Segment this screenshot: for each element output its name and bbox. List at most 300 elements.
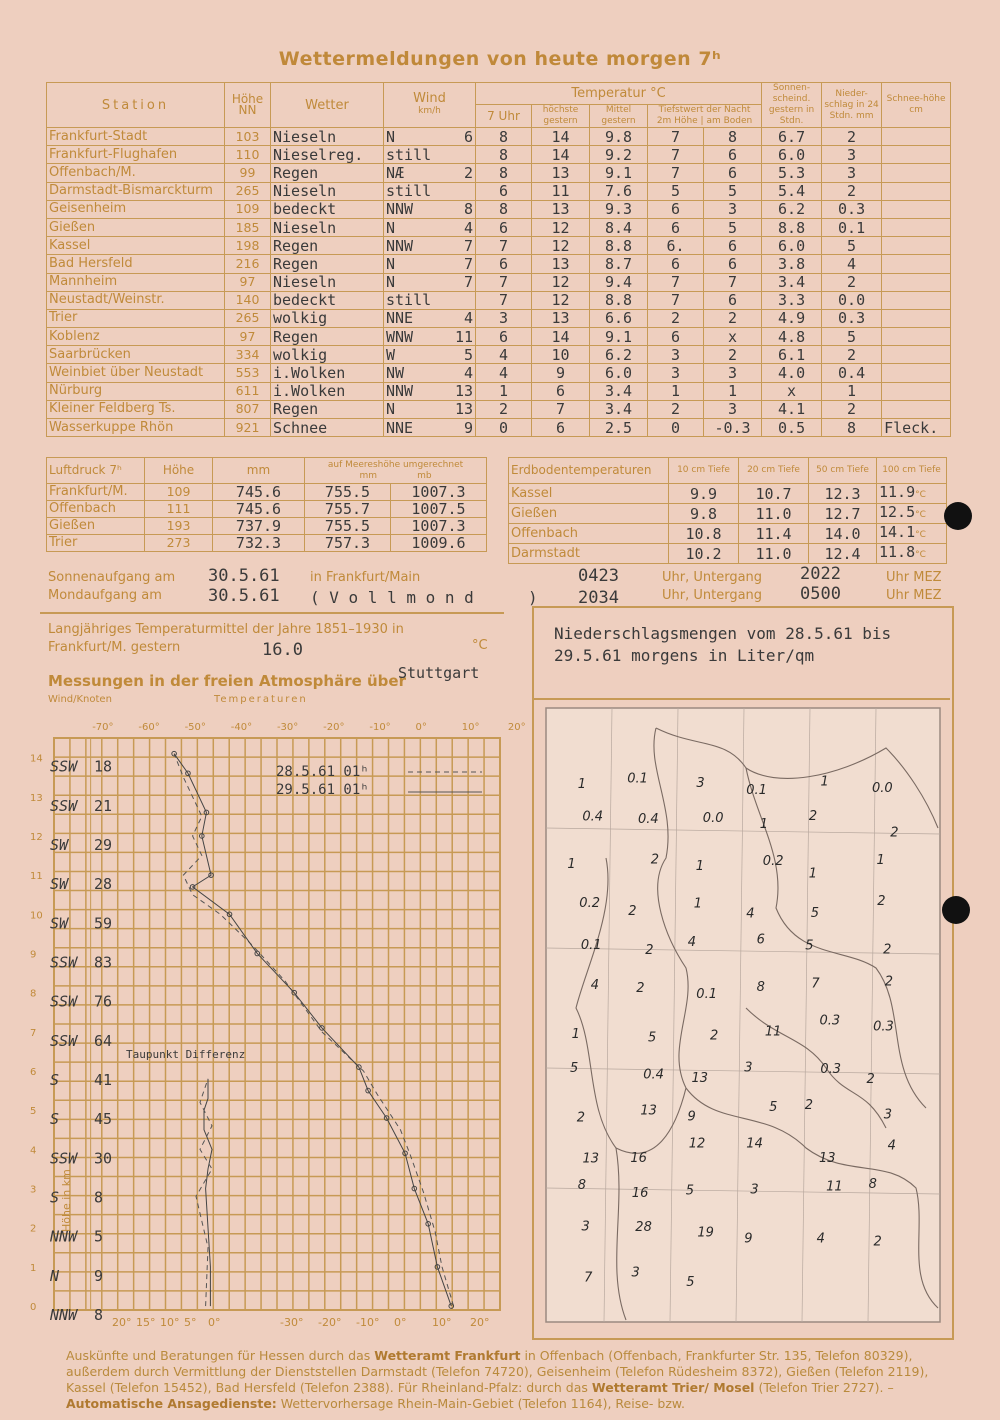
cell-hoehe: 110 (225, 146, 271, 164)
precip-value: 1 (820, 774, 829, 790)
table-row (47, 400, 951, 418)
height-tick-label: 1 (30, 1262, 37, 1274)
wind-direction: SSW (50, 796, 78, 815)
header-station: Station (47, 83, 225, 128)
wind-cell (384, 309, 476, 327)
bottom-tick-label: -20° (318, 1316, 342, 1329)
table-row (47, 218, 951, 236)
niederschlag-title-2: 29.5.61 morgens in Liter/qm (554, 646, 815, 665)
wind-direction: NNE (386, 309, 414, 328)
cell-t2m: 7 (648, 128, 704, 146)
precip-value: 2 (628, 903, 637, 919)
cell-sonne: 3.4 (762, 273, 822, 291)
wind-direction: NNW (386, 200, 414, 219)
bottom-tick-label: 10° (432, 1316, 452, 1329)
cell-nied: 2 (822, 273, 882, 291)
wind-speed: 13 (454, 400, 473, 419)
footer-text: Auskünfte und Beratungen für Hessen durch das Wetteramt Frankfurt in Offenbach (Offenbach, Frankfurter Str. 135, Telefon 80329), außerdem durch Vermittlung der Dienststellen Darmstadt (Telefon 74720), Geisenheim (Telefon Rüdesheim 8372), Gießen (Telefon 2119), Kassel (Telefon 15452), Bad Hersfeld (Telefon 2388). Für Rheinland-Pfalz: durch das Wetteramt Trier/ Mosel (Telefon Trier 2727). – Automatische Ansagedienste: Wettervorhersage Rhein-Main-Gebiet (Telefon 1164), Reise- bzw. (66, 1348, 929, 1411)
cell-mm: 732.3 (213, 535, 305, 552)
precip-value: 3 (744, 1060, 753, 1076)
wind-direction: N (386, 127, 396, 146)
header-t7: 7 Uhr (476, 105, 532, 128)
cell-t7: 8 (476, 128, 532, 146)
atmos-station: Stuttgart (398, 664, 480, 682)
precip-value: 0.0 (872, 781, 893, 797)
bottom-tick-label: 20° (470, 1316, 490, 1329)
erdboden-rows (509, 484, 947, 564)
wind-speed: 83 (94, 953, 113, 972)
hoehe-label: Höhe in km (60, 1169, 73, 1232)
cell-hoehe: 99 (225, 164, 271, 182)
table-row (509, 544, 947, 564)
cell-station: Trier (47, 309, 225, 327)
wind-speed: 9 (463, 418, 473, 437)
cell-tmax: 14 (532, 146, 590, 164)
cell-tmax: 10 (532, 346, 590, 364)
cell-nied: 5 (822, 237, 882, 255)
precip-value: 2 (873, 1234, 882, 1250)
cell-tboden: 6 (704, 237, 762, 255)
table-row (47, 518, 487, 535)
cell-tmit: 9.3 (590, 200, 648, 218)
uhr-mez-2: Uhr MEZ (886, 588, 942, 603)
cell-mm_sea: 755.7 (305, 501, 391, 518)
erdboden-table (508, 457, 947, 564)
cell-tmit: 8.7 (590, 255, 648, 273)
precip-value: 6 (756, 932, 765, 948)
precip-value: 3 (750, 1182, 759, 1198)
cell-c10: 10.2 (669, 544, 739, 564)
cell-wetter: Nieselreg. (271, 146, 384, 164)
wind-direction: WNW (386, 327, 414, 346)
precip-value: 28 (635, 1220, 652, 1235)
table-row (47, 501, 487, 518)
cell-sonne: 6.1 (762, 346, 822, 364)
cell-nied: 4 (822, 255, 882, 273)
table-row (509, 484, 947, 504)
wind-direction: still (386, 182, 432, 201)
wind-direction: NNW (386, 382, 414, 401)
header-hoechste: höchste gestern (532, 105, 590, 128)
wind-cell (384, 273, 476, 291)
cell-hoehe: 265 (225, 309, 271, 327)
cell-wetter: i.Wolken (271, 382, 384, 400)
precip-value: 1 (759, 816, 768, 832)
bottom-tick-label: 5° (184, 1316, 197, 1329)
temp-profile-28 (174, 754, 453, 1306)
cell-tmax: 13 (532, 200, 590, 218)
height-tick-label: 14 (30, 753, 43, 765)
wind-direction: N (386, 273, 396, 292)
precip-value: 16 (631, 1185, 649, 1201)
cell-wetter: Regen (271, 255, 384, 273)
wind-cell (384, 255, 476, 273)
precip-value: 0.3 (873, 1019, 894, 1035)
weather-rows (47, 128, 951, 437)
cell-sonne: 3.8 (762, 255, 822, 273)
precip-value: 0.1 (696, 987, 717, 1003)
precip-value: 5 (686, 1274, 695, 1290)
table-row (47, 309, 951, 327)
cell-tmax: 11 (532, 182, 590, 200)
sonnenaufgang-date: 30.5.61 (208, 566, 280, 586)
precip-value: 2 (883, 942, 892, 958)
cell-schnee: Fleck. (882, 419, 951, 437)
wind-speed: 45 (94, 1110, 113, 1129)
wind-cell (384, 146, 476, 164)
cell-nied: 0.4 (822, 364, 882, 382)
table-row (509, 524, 947, 544)
cell-station: Frankfurt-Stadt (47, 128, 225, 146)
cell-tmit: 3.4 (590, 382, 648, 400)
cell-tmax: 12 (532, 291, 590, 309)
cell-t2m: 7 (648, 164, 704, 182)
cell-station: Nürburg (47, 382, 225, 400)
cell-schnee (882, 273, 951, 291)
cell-wetter: Nieseln (271, 218, 384, 236)
cell-station: Offenbach (47, 501, 145, 518)
precip-value: 8 (577, 1177, 587, 1193)
in-frankfurt-label: in Frankfurt/Main (310, 570, 421, 585)
cell-tmit: 8.8 (590, 237, 648, 255)
table-row (47, 328, 951, 346)
punch-hole-bottom (942, 896, 970, 924)
luftdruck-label: Luftdruck 7ʰ (47, 458, 145, 484)
precip-value: 0.2 (762, 854, 784, 870)
cell-t7: 7 (476, 273, 532, 291)
mondaufgang-time: 2034 (578, 588, 619, 608)
cell-schnee (882, 364, 951, 382)
punch-hole-top (944, 502, 972, 530)
precip-value: 5 (685, 1183, 695, 1199)
wind-speed: 64 (94, 1031, 113, 1050)
cell-tmit: 6.2 (590, 346, 648, 364)
precip-value: 4 (687, 935, 697, 950)
cell-schnee (882, 346, 951, 364)
precip-value: 2 (808, 808, 818, 824)
wind-speed: 8 (94, 1306, 104, 1325)
precip-value: 0.4 (643, 1067, 664, 1083)
top-tick-label: 10° (461, 722, 480, 733)
wind-speed: 30 (94, 1149, 113, 1168)
luftdruck-umger-header: auf Meereshöhe umgerechnet mm mb (305, 458, 487, 484)
cell-c50: 12.7 (809, 504, 877, 524)
cell-tboden: 3 (704, 400, 762, 418)
unit-label: °C (915, 530, 926, 540)
cell-nied: 3 (822, 164, 882, 182)
cell-tmax: 14 (532, 328, 590, 346)
height-tick-label: 12 (30, 831, 43, 843)
precip-value: 4 (816, 1231, 825, 1247)
cell-tmit: 2.5 (590, 419, 648, 437)
table-row (47, 128, 951, 146)
wind-speed: 6 (463, 127, 473, 146)
cell-hoehe: 921 (225, 419, 271, 437)
precip-value: 2 (576, 1110, 586, 1126)
cell-hoehe: 198 (225, 237, 271, 255)
wind-speed: 8 (94, 1188, 104, 1207)
cell-c100 (877, 544, 947, 564)
cell-c100 (877, 484, 947, 504)
value: 14.1 (879, 523, 916, 541)
cell-nied: 1 (822, 382, 882, 400)
wind-speed: 28 (94, 875, 113, 894)
cell-tmit: 6.0 (590, 364, 648, 382)
cell-schnee (882, 382, 951, 400)
precip-value: 3 (581, 1219, 590, 1235)
wind-direction: SSW (50, 1149, 78, 1168)
precip-value: 4 (590, 977, 599, 993)
cell-tmax: 6 (532, 419, 590, 437)
cell-station: Frankfurt/M. (47, 484, 145, 501)
niederschlag-map (546, 708, 940, 1322)
wind-cell (384, 328, 476, 346)
wind-speed: 8 (463, 200, 473, 219)
cell-sonne: x (762, 382, 822, 400)
precip-value: 2 (804, 1097, 813, 1113)
cell-nied: 0.3 (822, 309, 882, 327)
table-row (47, 164, 951, 182)
table-row (47, 364, 951, 382)
top-tick-label: -30° (276, 722, 299, 733)
cell-t2m: 6 (648, 218, 704, 236)
cell-tboden: 5 (704, 218, 762, 236)
bottom-tick-label: 15° (136, 1316, 156, 1329)
uhr-mez-1: Uhr MEZ (886, 570, 942, 585)
cell-mm_sea: 755.5 (305, 484, 391, 501)
table-row (47, 346, 951, 364)
unit-label: °C (915, 490, 926, 500)
precip-value: 2 (650, 852, 660, 868)
cell-tboden: 3 (704, 364, 762, 382)
precip-value: 5 (648, 1030, 657, 1046)
wind-speed: 4 (463, 364, 473, 383)
cell-tboden: 2 (704, 346, 762, 364)
cell-tmit: 8.8 (590, 291, 648, 309)
cell-schnee (882, 309, 951, 327)
wind-cell (384, 364, 476, 382)
wind-cell (384, 291, 476, 309)
cell-t7: 8 (476, 200, 532, 218)
cell-station: Weinbiet über Neustadt (47, 364, 225, 382)
cell-hoehe: 140 (225, 291, 271, 309)
wind-speed: 4 (463, 309, 473, 328)
cell-sonne: 4.1 (762, 400, 822, 418)
cell-mb: 1007.3 (391, 518, 487, 535)
wind-speed: 4 (463, 218, 473, 237)
cell-nied: 3 (822, 146, 882, 164)
cell-t2m: 2 (648, 309, 704, 327)
cell-wetter: Nieseln (271, 128, 384, 146)
wind-direction: SW (50, 875, 69, 894)
untergang-label-1: Uhr, Untergang (662, 570, 763, 585)
cell-t2m: 3 (648, 364, 704, 382)
cell-station: Kassel (47, 237, 225, 255)
wind-direction: N (50, 1266, 60, 1285)
erdboden-100: 100 cm Tiefe (877, 458, 947, 484)
erdboden-50: 50 cm Tiefe (809, 458, 877, 484)
cell-station: Saarbrücken (47, 346, 225, 364)
header-nieder: Nieder-schlag in 24 Stdn. mm (822, 83, 882, 128)
table-row (47, 382, 951, 400)
bottom-tick-label: 0° (394, 1316, 407, 1329)
cell-c50: 12.3 (809, 484, 877, 504)
mondaufgang-date: 30.5.61 (208, 586, 280, 606)
cell-wetter: Schnee (271, 419, 384, 437)
precip-value: 0.3 (820, 1061, 842, 1077)
wind-speed: 2 (463, 163, 473, 182)
table-row (47, 535, 487, 552)
wind-cell (384, 182, 476, 200)
cell-hoehe: 111 (145, 501, 213, 518)
cell-t7: 0 (476, 419, 532, 437)
wind-direction: NNE (386, 418, 414, 437)
value: 11.9 (879, 483, 916, 501)
cell-tmit: 9.1 (590, 164, 648, 182)
cell-tboden: 2 (704, 309, 762, 327)
atmosphere-sounding-chart (30, 712, 526, 1332)
precip-value: 7 (811, 976, 820, 992)
value: 12.5 (879, 503, 916, 521)
cell-tmax: 13 (532, 255, 590, 273)
cell-t7: 6 (476, 182, 532, 200)
precip-value: 0.0 (702, 810, 724, 826)
cell-sonne: 4.9 (762, 309, 822, 327)
cell-station: Mannheim (47, 273, 225, 291)
height-tick-label: 11 (30, 871, 43, 883)
bottom-tick-label: 0° (208, 1316, 221, 1329)
precip-value: 2 (877, 894, 886, 910)
cell-station: Darmstadt (509, 544, 669, 564)
wind-direction: SW (50, 914, 69, 933)
precip-value: 1 (567, 857, 576, 872)
table-row (47, 237, 951, 255)
cell-station: Trier (47, 535, 145, 552)
cell-station: Gießen (47, 518, 145, 535)
cell-tmit: 6.6 (590, 309, 648, 327)
cell-t2m: 2 (648, 400, 704, 418)
precip-value: 0.3 (819, 1013, 841, 1029)
height-tick-label: 7 (30, 1027, 37, 1039)
wind-speed: 18 (94, 757, 113, 776)
precip-value: 2 (636, 980, 645, 996)
wind-direction: N (386, 400, 396, 419)
temperaturen-label: Temperaturen (214, 694, 308, 705)
wind-cell (384, 400, 476, 418)
cell-hoehe: 273 (145, 535, 213, 552)
height-tick-label: 2 (30, 1223, 37, 1235)
precip-value: 5 (810, 905, 819, 921)
cell-sonne: 3.3 (762, 291, 822, 309)
precip-value: 11 (764, 1024, 782, 1040)
wind-direction: SSW (50, 953, 78, 972)
cell-t2m: 1 (648, 382, 704, 400)
precip-value: 16 (630, 1150, 647, 1166)
precip-value: 2 (884, 974, 894, 990)
cell-t7: 1 (476, 382, 532, 400)
wind-cell (384, 382, 476, 400)
cell-tmax: 12 (532, 273, 590, 291)
wind-direction: NNW (50, 1306, 78, 1325)
cell-sonne: 6.7 (762, 128, 822, 146)
wind-direction: S (50, 1188, 60, 1207)
cell-schnee (882, 200, 951, 218)
legend-29: 29.5.61 01ʰ (276, 782, 369, 798)
taupunkt-label: Taupunkt Differenz (126, 1048, 246, 1061)
top-tick-label: -10° (369, 722, 391, 733)
cell-tmit: 9.8 (590, 128, 648, 146)
precip-value: 3 (631, 1265, 640, 1281)
cell-hoehe: 185 (225, 218, 271, 236)
cell-tmax: 7 (532, 400, 590, 418)
cell-schnee (882, 128, 951, 146)
cell-nied: 0.1 (822, 218, 882, 236)
cell-hoehe: 193 (145, 518, 213, 535)
cell-tboden: x (704, 328, 762, 346)
wind-direction: S (50, 1110, 60, 1129)
wind-speed: 7 (463, 273, 473, 292)
bottom-tick-label: 20° (112, 1316, 132, 1329)
cell-tboden: 6 (704, 164, 762, 182)
cell-hoehe: 265 (225, 182, 271, 200)
wind-speed: 41 (94, 1071, 113, 1090)
luftdruck-hoehe-header: Höhe (145, 458, 213, 484)
cell-t2m: 7 (648, 273, 704, 291)
precip-value: 3 (696, 776, 705, 792)
precip-value: 0.2 (579, 895, 600, 911)
height-tick-label: 9 (30, 949, 37, 961)
cell-sonne: 6.0 (762, 146, 822, 164)
wind-speed: 7 (463, 254, 473, 273)
precip-value: 2 (645, 942, 654, 958)
header-mittel: Mittel gestern (590, 105, 648, 128)
precip-value: 1 (695, 858, 704, 874)
cell-nied: 8 (822, 419, 882, 437)
untergang-label-2: Uhr, Untergang (662, 588, 763, 603)
cell-tboden: 7 (704, 273, 762, 291)
precip-value: 5 (570, 1061, 579, 1077)
cell-tmit: 9.2 (590, 146, 648, 164)
mittel-line2: Frankfurt/M. gestern (48, 640, 181, 655)
table-row (47, 291, 951, 309)
cell-sonne: 6.2 (762, 200, 822, 218)
precip-value: 5 (805, 938, 814, 954)
precip-value: 2 (890, 825, 899, 841)
cell-hoehe: 807 (225, 400, 271, 418)
cell-nied: 0.0 (822, 291, 882, 309)
wind-speed: 11 (454, 327, 473, 346)
height-tick-label: 0 (30, 1302, 37, 1314)
wind-speed: 21 (94, 796, 113, 815)
mittel-value: 16.0 (262, 640, 303, 660)
temp-profile-29 (174, 754, 451, 1306)
wind-speed: 7 (463, 236, 473, 255)
cell-wetter: bedeckt (271, 200, 384, 218)
top-tick-label: -70° (92, 722, 114, 733)
precip-value: 1 (577, 777, 586, 793)
cell-c50: 12.4 (809, 544, 877, 564)
luftdruck-rows (47, 484, 487, 552)
precip-value: 14 (746, 1136, 763, 1152)
cell-t2m: 5 (648, 182, 704, 200)
cell-schnee (882, 400, 951, 418)
header-hoehe: Höhe NN (225, 83, 271, 128)
cell-wetter: Regen (271, 400, 384, 418)
cell-c10: 10.8 (669, 524, 739, 544)
precip-value: 7 (584, 1270, 593, 1286)
cell-station: Offenbach (509, 524, 669, 544)
cell-tboden: 6 (704, 291, 762, 309)
